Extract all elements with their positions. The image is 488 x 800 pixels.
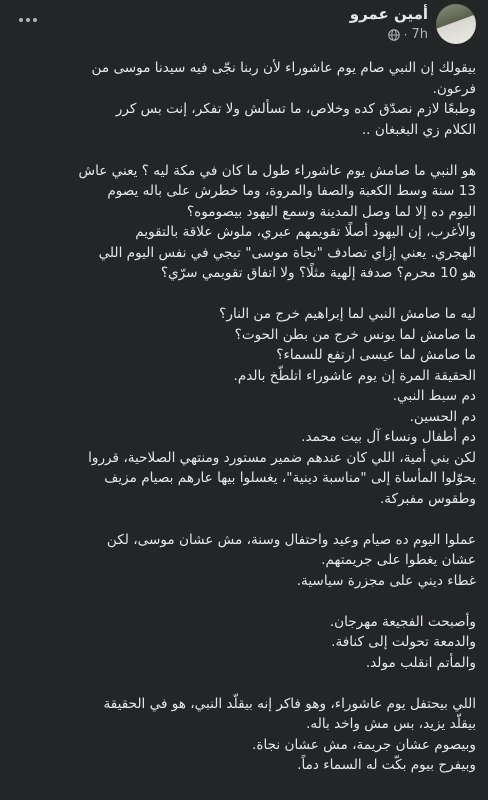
post-text-line: ما صامش لما يونس خرج من بطن الحوت؟ <box>234 326 476 343</box>
post-text-line: وطبعًا لازم نصدّق كده وخلاص، ما تسألش ولا تفكر، إنت بس كرر <box>115 101 476 117</box>
post-text-line: دم سبط النبي. <box>392 388 476 404</box>
post-paragraph <box>10 612 476 674</box>
post-paragraph <box>10 530 476 592</box>
post-text-line: والأغرب، إن اليهود أصلًا تقويمهم عبري، ملوش علاقة بالتقويم <box>135 224 476 240</box>
post-text-line: لكن بني أمية، اللي كان عندهم ضمير مستورد ومنتهي الصلاحية، قرروا <box>88 449 476 466</box>
post-text-line: 13 سنة وسط الكعبة والصفا والمروة، وما خطرش على باله يصوم <box>107 183 476 199</box>
post-text-line: دم أطفال ونساء آل بيت محمد. <box>301 429 476 445</box>
more-dot-icon <box>19 18 23 22</box>
post-text-line: والدمعة تحولت إلى كنافة. <box>331 634 476 650</box>
post-text-line: غطاء ديني على مجزرة سياسية. <box>296 572 476 589</box>
post-meta <box>388 27 428 42</box>
post-text-line: الحقيقة المرة إن يوم عاشوراء اتلطّخ بالدم. <box>233 367 476 384</box>
post-text-line: الكلام زي البغبغان .. <box>361 121 476 138</box>
post-paragraph <box>10 694 476 776</box>
post-body <box>10 58 476 796</box>
post-text-line: يحوّلوا المأساة إلى "مناسبة دينية"، يغسلوا بيها عارهم بصيام مزيف <box>104 470 476 486</box>
meta-separator: · <box>403 27 408 42</box>
post-text-line: فرعون. <box>432 80 476 97</box>
post-text-line: ما صامش لما عيسى ارتفع للسماء؟ <box>276 347 476 363</box>
more-options-button[interactable] <box>14 10 42 30</box>
more-dot-icon <box>26 18 30 22</box>
post-time[interactable]: 7h <box>411 27 428 42</box>
post-text-line: بيقولك إن النبي صام يوم عاشوراء لأن ربنا نجّى فيه سيدنا موسى من <box>91 60 476 76</box>
post-text-line: هو 10 محرم؟ صدفة إلهية مثلًا؟ ولا اتفاق تقويمي سرّي؟ <box>160 265 476 281</box>
post-text-line: عشان يغطوا على جريمتهم. <box>321 552 476 568</box>
post-text-line: بيقلّد يزيد، بس مش واخد باله. <box>306 716 476 732</box>
post-paragraph <box>10 58 476 140</box>
post-header <box>0 0 488 52</box>
post-text-line: دم الحسين. <box>409 408 476 425</box>
post-text-line: اليوم ده إلا لما وصل المدينة وسمع اليهود بيصوموه؟ <box>186 203 476 220</box>
author-name[interactable]: أمين عمرو <box>349 5 428 23</box>
post-text-line: ليه ما صامش النبي لما إبراهيم خرج من النار؟ <box>219 306 476 322</box>
author-avatar[interactable] <box>436 4 476 44</box>
more-dot-icon <box>33 18 37 22</box>
post-text-line: وطقوس مفبركة. <box>379 490 476 507</box>
globe-icon <box>388 29 400 41</box>
post-text-line: هو النبي ما صامش يوم عاشوراء طول ما كان في مكة ليه ؟ يعني عاش <box>78 162 476 179</box>
post-text-line: اللي بيحتفل يوم عاشوراء، وهو فاكر إنه بيقلّد النبي، هو في الحقيقة <box>103 695 476 712</box>
post-paragraph <box>10 304 476 509</box>
post-text-line: والمأتم انقلب مولد. <box>365 654 476 671</box>
post-text-line: وبيصوم عشان جريمة، مش عشان نجاة. <box>252 736 476 753</box>
post-text-line: الهجري. يعني إزاي تصادف "نجاة موسى" تيجي في نفس اليوم اللي <box>98 244 476 261</box>
post-text-line: وبيفرح بيوم بكّت له السماء دماً. <box>297 757 476 773</box>
post-text-line: عملوا اليوم ده صيام وعيد واحتفال وسنة، مش عشان موسى، لكن <box>106 531 476 548</box>
post-text-line: وأصبحت الفجيعة مهرجان. <box>329 613 476 630</box>
post-paragraph <box>10 161 476 284</box>
